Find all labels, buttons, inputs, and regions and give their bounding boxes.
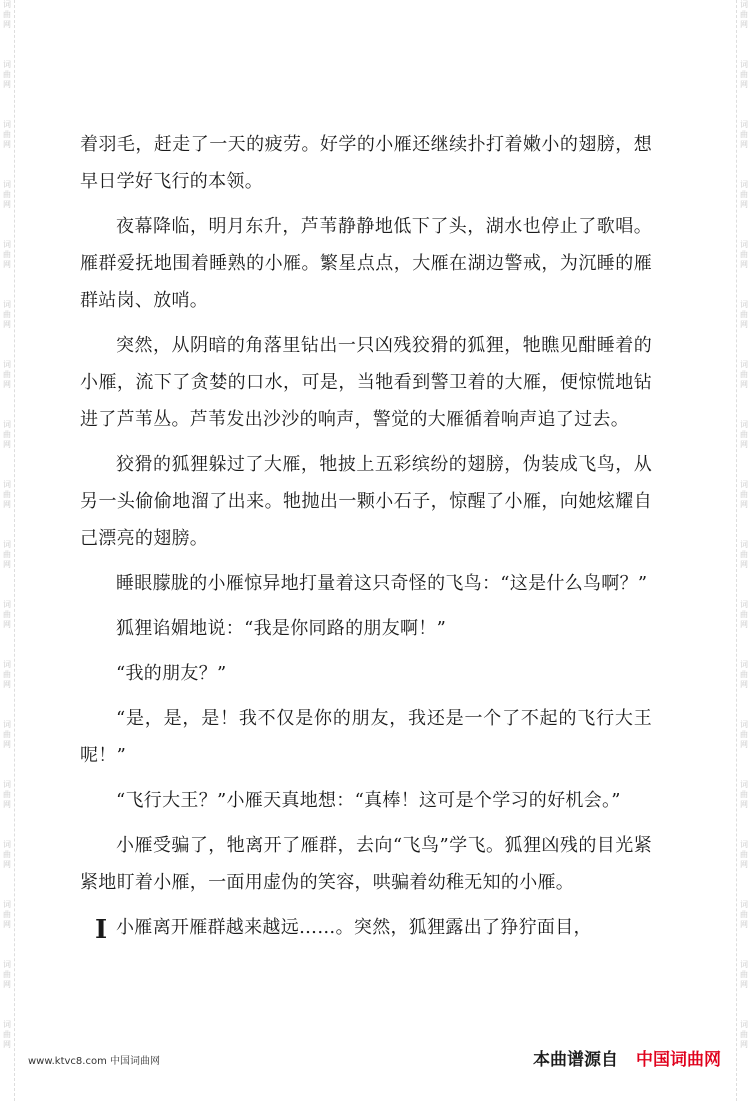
footer-source-label: 本曲谱源自 <box>533 1050 618 1070</box>
watermark-text: 词曲网 <box>740 540 748 569</box>
watermark-text: 词曲网 <box>3 60 11 89</box>
watermark-text: 词曲网 <box>740 840 748 869</box>
watermark-text: 词曲网 <box>3 840 11 869</box>
left-watermark-strip <box>0 0 15 1101</box>
watermark-text: 词曲网 <box>740 480 748 509</box>
paragraph: 睡眼朦胧的小雁惊异地打量着这只奇怪的飞鸟：“这是什么鸟啊？” <box>116 573 648 594</box>
paragraph: 夜幕降临，明月东升，芦苇静静地低下了头，湖水也停止了歌唱。雁群爱抚地围着睡熟的小雁。繁星点点，大雁在湖边警戒，为沉睡的雁群站岗、放哨。 <box>80 216 652 311</box>
footer-brand: 中国词曲网 <box>636 1050 721 1070</box>
watermark-text: 词曲网 <box>3 300 11 329</box>
page-body <box>80 126 652 954</box>
watermark-text: 词曲网 <box>3 420 11 449</box>
watermark-text: 词曲网 <box>740 720 748 749</box>
watermark-text: 词曲网 <box>3 120 11 149</box>
watermark-text: 词曲网 <box>740 180 748 209</box>
watermark-text: 词曲网 <box>3 900 11 929</box>
watermark-text: 词曲网 <box>740 960 748 989</box>
paragraph: 突然，从阴暗的角落里钻出一只凶残狡猾的狐狸，牠瞧见酣睡着的小雁，流下了贪婪的口水，可是，当牠看到警卫着的大雁，便惊慌地钻进了芦苇丛。芦苇发出沙沙的响声，警觉的大雁循着响声追了过去。 <box>80 335 652 430</box>
watermark-text: 词曲网 <box>3 540 11 569</box>
paragraph: “是，是，是！我不仅是你的朋友，我还是一个了不起的飞行大王呢！” <box>80 708 652 766</box>
paragraph: 小雁离开雁群越来越远……。突然，狐狸露出了狰狞面目， <box>116 917 592 938</box>
watermark-text: 词曲网 <box>3 960 11 989</box>
watermark-text: 词曲网 <box>740 0 748 29</box>
watermark-text: 词曲网 <box>740 1020 748 1049</box>
watermark-text: 词曲网 <box>740 60 748 89</box>
watermark-text: 词曲网 <box>740 300 748 329</box>
paragraph: 狡猾的狐狸躲过了大雁，牠披上五彩缤纷的翅膀，伪装成飞鸟，从另一头偷偷地溜了出来。牠抛出一颗小石子，惊醒了小雁，向她炫耀自己漂亮的翅膀。 <box>80 454 652 549</box>
paragraph: “飞行大王？”小雁天真地想：“真棒！这可是个学习的好机会。” <box>116 790 621 811</box>
watermark-text: 词曲网 <box>3 180 11 209</box>
watermark-text: 词曲网 <box>3 720 11 749</box>
watermark-text: 词曲网 <box>740 240 748 269</box>
paragraph: 狐狸谄媚地说：“我是你同路的朋友啊！” <box>116 618 447 639</box>
paragraph: 小雁受骗了，牠离开了雁群，去向“飞鸟”学飞。狐狸凶残的目光紧紧地盯着小雁，一面用虚伪的笑容，哄骗着幼稚无知的小雁。 <box>80 835 652 893</box>
watermark-text: 词曲网 <box>740 360 748 389</box>
footer-site-url: www.ktvc8.com 中国词曲网 <box>28 1056 161 1067</box>
watermark-text: 词曲网 <box>740 120 748 149</box>
watermark-text: 词曲网 <box>3 0 11 29</box>
page-number: I <box>95 915 108 945</box>
watermark-text: 词曲网 <box>3 360 11 389</box>
right-watermark-strip <box>736 0 751 1101</box>
watermark-text: 词曲网 <box>3 1020 11 1049</box>
watermark-text: 词曲网 <box>3 480 11 509</box>
watermark-text: 词曲网 <box>740 420 748 449</box>
paragraph: “我的朋友？” <box>116 663 227 684</box>
watermark-text: 词曲网 <box>3 240 11 269</box>
watermark-text: 词曲网 <box>740 780 748 809</box>
footer-source <box>533 1045 721 1070</box>
watermark-text: 词曲网 <box>3 660 11 689</box>
watermark-text: 词曲网 <box>740 660 748 689</box>
watermark-text: 词曲网 <box>3 780 11 809</box>
paragraph: 着羽毛，赶走了一天的疲劳。好学的小雁还继续扑打着嫩小的翅膀，想早日学好飞行的本领。 <box>80 134 652 192</box>
watermark-text: 词曲网 <box>3 600 11 629</box>
watermark-text: 词曲网 <box>740 600 748 629</box>
watermark-text: 词曲网 <box>740 900 748 929</box>
